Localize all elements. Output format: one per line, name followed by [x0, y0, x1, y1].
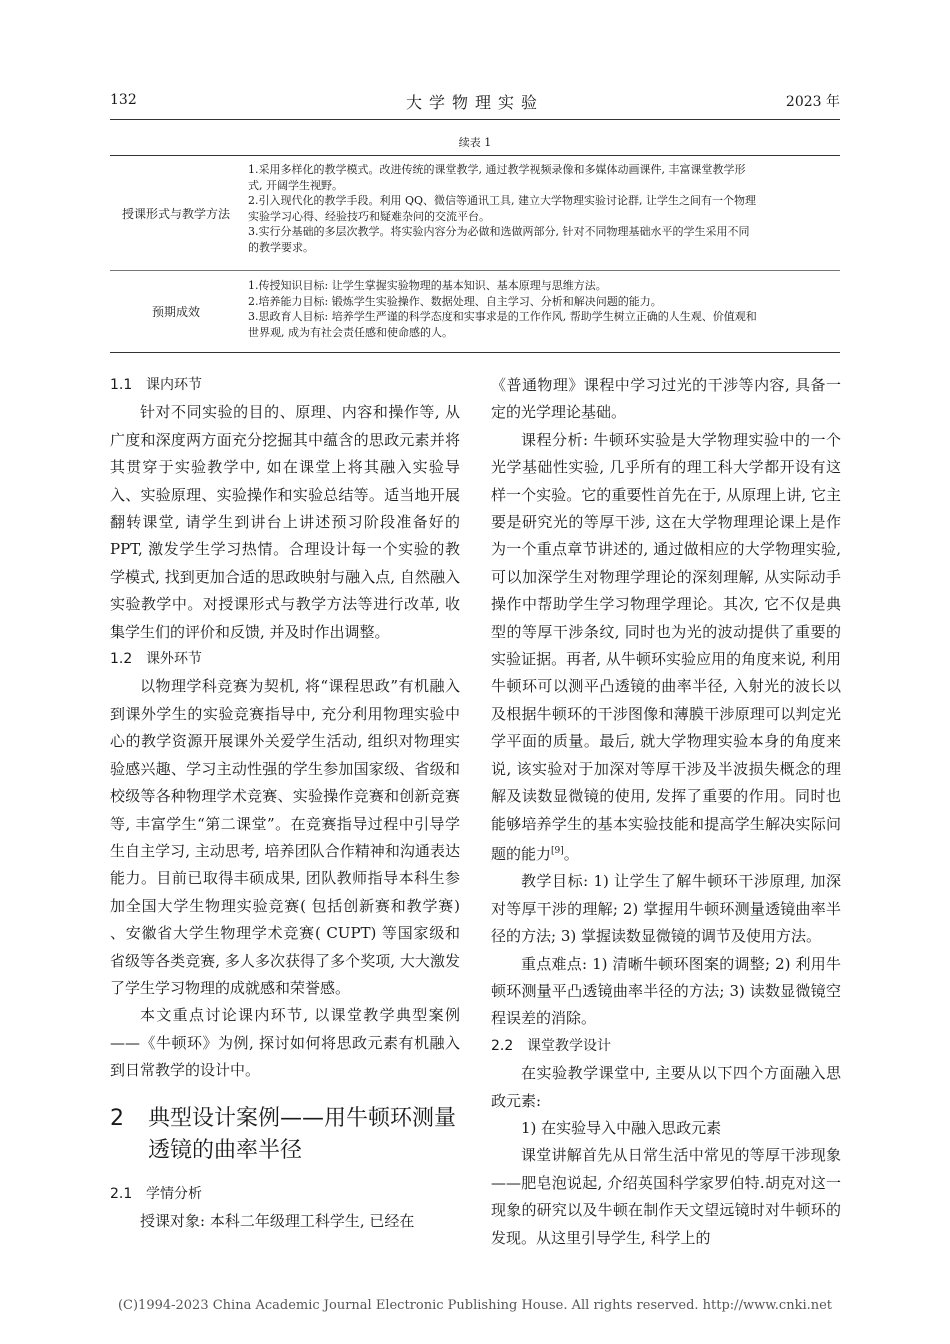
page-number: 132	[110, 92, 137, 108]
table-caption: 续表 1	[458, 136, 492, 149]
paragraph-text: 课程分析: 牛顿环实验是大学物理实验中的一个光学基础性实验, 几乎所有的理工科大学都开设有这样一个实验。它的重要性首先在于, 从原理上讲, 它主要是研究光的等厚干涉, 这在大学物理理论课上是作为一个重点章节讲述的, 通过做相应的大学物理实验, 可以加深学生对物理学理论的深刻理解, 从实际动手操作中帮助学生学习物理学理论。其次, 它不仅是典型的等厚干涉条纹, 同时也为光的波动提供了重要的实验证据。再者, 从牛顿环实验应用的角度来说, 利用牛顿环可以测平凸透镜的曲率半径, 入射光的波长以及根据牛顿环的干涉图像和薄膜干涉原理可以判定光学平面的质量。最后, 就大学物理实验本身的角度来说, 该实验对于加深对等厚干涉及半波损失概念的理解及读数显微镜的使用, 发挥了重要的作用。同时也能够培养学生的基本实验技能和提高学生解决实际问题的能力	[491, 430, 841, 863]
year: 2023 年	[785, 94, 840, 110]
section-number: 2.1	[110, 1185, 133, 1202]
table-line: 1.采用多样化的教学模式。改进传统的课堂教学, 通过教学视频录像和多媒体动画课件, 丰富课堂教学形	[248, 163, 746, 176]
table-line: 的教学要求。	[248, 240, 314, 254]
chapter-number: 2	[110, 1105, 124, 1131]
running-header	[110, 88, 840, 112]
table-line: 2.引入现代化的教学手段。利用 QQ、微信等通讯工具, 建立大学物理实验讨论群, 让学生之间有一个物理	[248, 194, 757, 208]
paragraph: 1) 在实验导入中融入思政元素	[521, 1118, 722, 1137]
section-title: 课堂教学设计	[527, 1037, 611, 1054]
chapter-title: 典型设计案例——用牛顿环测量透镜的曲率半径	[148, 1105, 457, 1163]
table-line: 3.思政育人目标: 培养学生严谨的科学态度和实事求是的工作作风, 帮助学生树立正确的人生观、价值观和	[248, 310, 757, 324]
table-top-rule	[110, 155, 840, 156]
section-title: 课外环节	[146, 651, 202, 668]
table-line: 式, 开阔学生视野。	[248, 178, 343, 192]
citation: [9]	[551, 845, 564, 856]
row-content	[248, 162, 840, 256]
paragraph: 教学目标: 1) 让学生了解牛顿环干涉原理, 加深对等厚干涉的理解; 2) 掌握用牛顿环测量透镜曲率半径的方法; 3) 掌握读数显微镜的调节及使用方法。	[491, 872, 841, 946]
paragraph: 《普通物理》课程中学习过光的干涉等内容, 具备一定的光学理论基础。	[491, 376, 841, 422]
paragraph: 针对不同实验的目的、原理、内容和操作等, 从广度和深度两方面充分挖掘其中蕴含的思政元素并将其贯穿于实验教学中, 如在课堂上将其融入实验导入、实验原理、实验操作和实验总结等。适当地开展翻转课堂, 请学生到讲台上讲述预习阶段准备好的 PPT, 激发学生学习热情。合理设计每一个实验的教学模式, 找到更加合适的思政映射与融入点, 自然融入实验教学中。对授课形式与教学方法等进行改革, 收集学生们的评价和反馈, 并及时作出调整。	[110, 403, 460, 641]
section-title: 课内环节	[146, 377, 202, 393]
row-label: 授课形式与教学方法	[121, 207, 230, 221]
table-line: 1.传授知识目标: 让学生掌握实验物理的基本知识、基本原理与思维方法。	[248, 279, 607, 292]
section-number: 2.2	[491, 1037, 514, 1054]
right-column	[491, 372, 841, 1252]
left-column	[110, 372, 460, 1235]
paragraph: 课堂讲解首先从日常生活中常见的等厚干涉现象——肥皂泡说起, 介绍英国科学家罗伯特.胡克对这一现象的研究以及牛顿在制作天文望远镜时对牛顿环的发现。从这里引导学生, 科学上的	[491, 1146, 841, 1247]
table-row	[110, 278, 840, 346]
paragraph: 以物理学科竞赛为契机, 将“课程思政”有机融入到课外学生的实验竞赛指导中, 充分利用物理实验中心的教学资源开展课外关爱学生活动, 组织对物理实验感兴趣、学习主动性强的学生参加国家级、省级和校级等各种物理学术竞赛、实验操作竞赛和创新竞赛等, 丰富学生“第二课堂”。在竞赛指导过程中引导学生自主学习, 主动思考, 培养团队合作精神和沟通表达能力。目前已取得丰硕成果, 团队教师指导本科生参加全国大学生物理实验竞赛( 包括创新赛和教学赛) 、安徽省大学生物理学术竞赛( CUPT) 等国家级和省级等各类竞赛, 多人多次获得了多个奖项, 大大激发了学生学习物理的成就感和荣誉感。	[110, 677, 460, 997]
table-line: 3.实行分基础的多层次教学。将实验内容分为必做和选做两部分, 针对不同物理基础水平的学生采用不同	[248, 225, 750, 239]
table-bottom-rule	[110, 352, 840, 353]
paragraph: 授课对象: 本科二年级理工科学生, 已经在	[140, 1211, 415, 1230]
section-number: 1.2	[110, 651, 133, 668]
section-number: 1.1	[110, 377, 133, 393]
paragraph-end: 。	[563, 844, 579, 863]
section-title: 学情分析	[146, 1185, 202, 1202]
journal-title: 大学物理实验	[405, 93, 544, 112]
paragraph	[491, 427, 841, 869]
section-heading	[110, 1181, 460, 1208]
table-row	[110, 162, 840, 266]
section-heading	[110, 646, 460, 673]
row-label: 预期成效	[151, 305, 200, 319]
table-line: 2.培养能力目标: 锻炼学生实验操作、数据处理、自主学习、分析和解决问题的能力。	[248, 294, 662, 308]
paragraph: 在实验教学课堂中, 主要从以下四个方面融入思政元素:	[491, 1064, 841, 1110]
header-rule	[110, 119, 840, 120]
table-line: 世界观, 成为有社会责任感和使命感的人。	[248, 325, 453, 339]
chapter-heading	[110, 1103, 460, 1167]
section-heading	[110, 372, 460, 399]
table-row-divider	[110, 270, 840, 271]
row-content	[248, 278, 840, 340]
copyright-footer: (C)1994-2023 China Academic Journal Electronic Publishing House. All rights reserved. http://www.cnki.net	[117, 1298, 833, 1313]
section-heading	[491, 1033, 841, 1060]
table-line: 实验学习心得、经验技巧和疑难杂问的交流平台。	[248, 209, 490, 223]
paragraph: 重点难点: 1) 清晰牛顿环图案的调整; 2) 利用牛顿环测量平凸透镜曲率半径的方法; 3) 读数显微镜空程误差的消除。	[491, 954, 841, 1028]
paragraph: 本文重点讨论课内环节, 以课堂教学典型案例——《牛顿环》为例, 探讨如何将思政元素有机融入到日常教学的设计中。	[110, 1006, 460, 1080]
